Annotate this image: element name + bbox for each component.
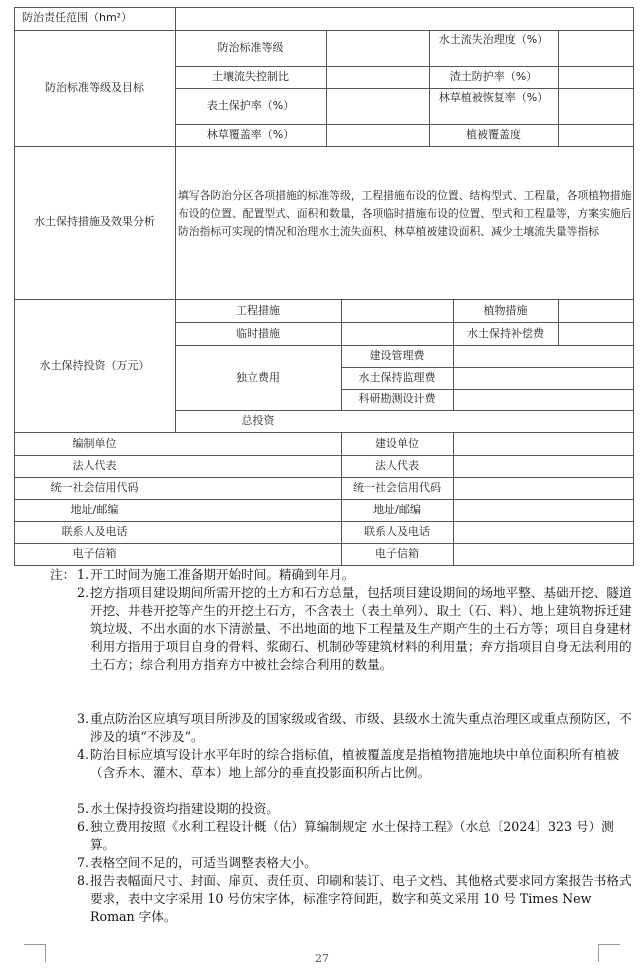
std-degree-label: 水土流失治理度（%）: [438, 33, 549, 46]
note-text: 重点防治区应填写项目所涉及的国家级或省级、市级、县级水土流失重点治理区或重点预防区，不涉及的填“不涉及”。: [90, 711, 632, 744]
area-label: 防治责任范围（hm²）: [22, 11, 133, 24]
std-veg-label: 植被覆盖度: [466, 128, 521, 141]
std-coverage-label: 林草覆盖率（%）: [206, 128, 295, 141]
note-item: [77, 800, 632, 818]
invest-plant-label: 植物措施: [483, 304, 528, 317]
note-number: 8.: [77, 873, 90, 888]
legal-rep-label: 法人代表: [375, 459, 419, 472]
std-topsoil-label: 表土保护率（%）: [206, 99, 295, 112]
note-text: 挖方指项目建设期间所需开挖的土方和石方总量，包括项目建设期间的场地平整、基础开挖、隧道开挖、井巷开挖等产生的开挖土石方，不含表土（表土单列）、取土（石、料）、地上建筑物拆迁建筑垃圾、不出水面的水下清淤量、不出地面的地下工程量及生产期产生的土石方等；项目自身建材利用方指用于项目自身的骨料、浆砌石、机制砂等建筑材料的利用量；弃方指项目自身无法利用的土石方；综合利用方指弃方中被社会综合利用的数量。: [90, 585, 632, 672]
note-text: 水土保持投资均指建设期的投资。: [90, 801, 279, 816]
note-item: [77, 710, 632, 746]
email-label: 电子信箱: [375, 547, 419, 560]
note-item: [77, 872, 632, 926]
note-text: 防治目标应填写设计水平年时的综合指标值，植被覆盖度是指植物措施地块中单位面积所有植被（含乔木、灌木、草本）地上部分的垂直投影面积所占比例。: [90, 747, 619, 780]
note-item: [77, 566, 632, 584]
note-item: [77, 818, 632, 854]
invest-temp-label: 临时措施: [236, 327, 280, 340]
note-number: 1.: [77, 567, 90, 582]
contact-label: 联系人及电话: [364, 525, 430, 538]
note-number: 7.: [77, 855, 90, 870]
address-label: 地址/邮编: [373, 503, 421, 516]
page-number: 27: [315, 952, 329, 965]
email-label: 电子信箱: [72, 547, 117, 560]
crop-mark: [24, 944, 46, 945]
note-number: 4.: [77, 747, 90, 762]
note-number: 5.: [77, 801, 90, 816]
credit-code-label: 统一社会信用代码: [353, 481, 441, 494]
note-text: 表格空间不足的，可适当调整表格大小。: [90, 855, 317, 870]
invest-label: 水土保持投资（万元）: [39, 359, 150, 372]
note-number: 3.: [77, 711, 90, 726]
invest-indep-label: 独立费用: [236, 371, 280, 384]
invest-research-label: 科研勘测设计费: [358, 392, 436, 405]
crop-mark: [598, 944, 620, 945]
measures-label: 水土保持措施及效果分析: [34, 215, 155, 228]
invest-total-label: 总投资: [241, 414, 275, 427]
std-restore-label: 林草植被恢复率（%）: [438, 91, 549, 104]
std-level-label: 防治标准等级: [217, 41, 284, 54]
std-erosion-label: 土壤流失控制比: [212, 70, 289, 83]
note-text: 开工时间为施工准备期开始时间。精确到年月。: [90, 567, 355, 582]
address-label: 地址/邮编: [70, 503, 119, 516]
measures-description: 填写各防治分区各项措施的标准等级，工程措施布设的位置、结构型式、工程量，各项植物措施布设的位置、配置型式、面积和数量，各项临时措施布设的位置、型式和工程量等，方案实施后防治指标可实现的情况和治理水土流失面积、林草植被建设面积、减少土壤流失量等指标: [178, 189, 632, 238]
invest-eng-label: 工程措施: [236, 304, 280, 317]
note-item: [77, 584, 632, 674]
std-slag-label: 渣土防护率（%）: [449, 70, 538, 83]
editor-label: 编制单位: [72, 437, 117, 450]
note-number: 2.: [77, 585, 90, 600]
legal-rep-label: 法人代表: [72, 459, 117, 472]
notes-heading: 注：: [50, 567, 76, 582]
standard-label: 防治标准等级及目标: [45, 81, 144, 94]
note-item: [77, 854, 632, 872]
note-item: [77, 746, 632, 782]
invest-mgmt-label: 建设管理费: [369, 349, 425, 362]
credit-code-label: 统一社会信用代码: [50, 481, 139, 494]
contact-label: 联系人及电话: [61, 525, 128, 538]
note-text: 独立费用按照《水利工程设计概（估）算编制规定 水土保持工程》（水总〔2024〕323 号）测算。: [90, 819, 614, 852]
invest-comp-label: 水土保持补偿费: [467, 327, 544, 340]
invest-super-label: 水土保持监理费: [358, 371, 436, 384]
builder-label: 建设单位: [375, 437, 419, 450]
note-text: 报告表幅面尺寸、封面、扉页、责任页、印刷和装订、电子文档、其他格式要求同方案报告书格式要求，表中文字采用 10 号仿宋字体，标准字符间距，数字和英文采用 10 号 Times New Roman 字体。: [90, 873, 632, 924]
note-number: 6.: [77, 819, 90, 834]
